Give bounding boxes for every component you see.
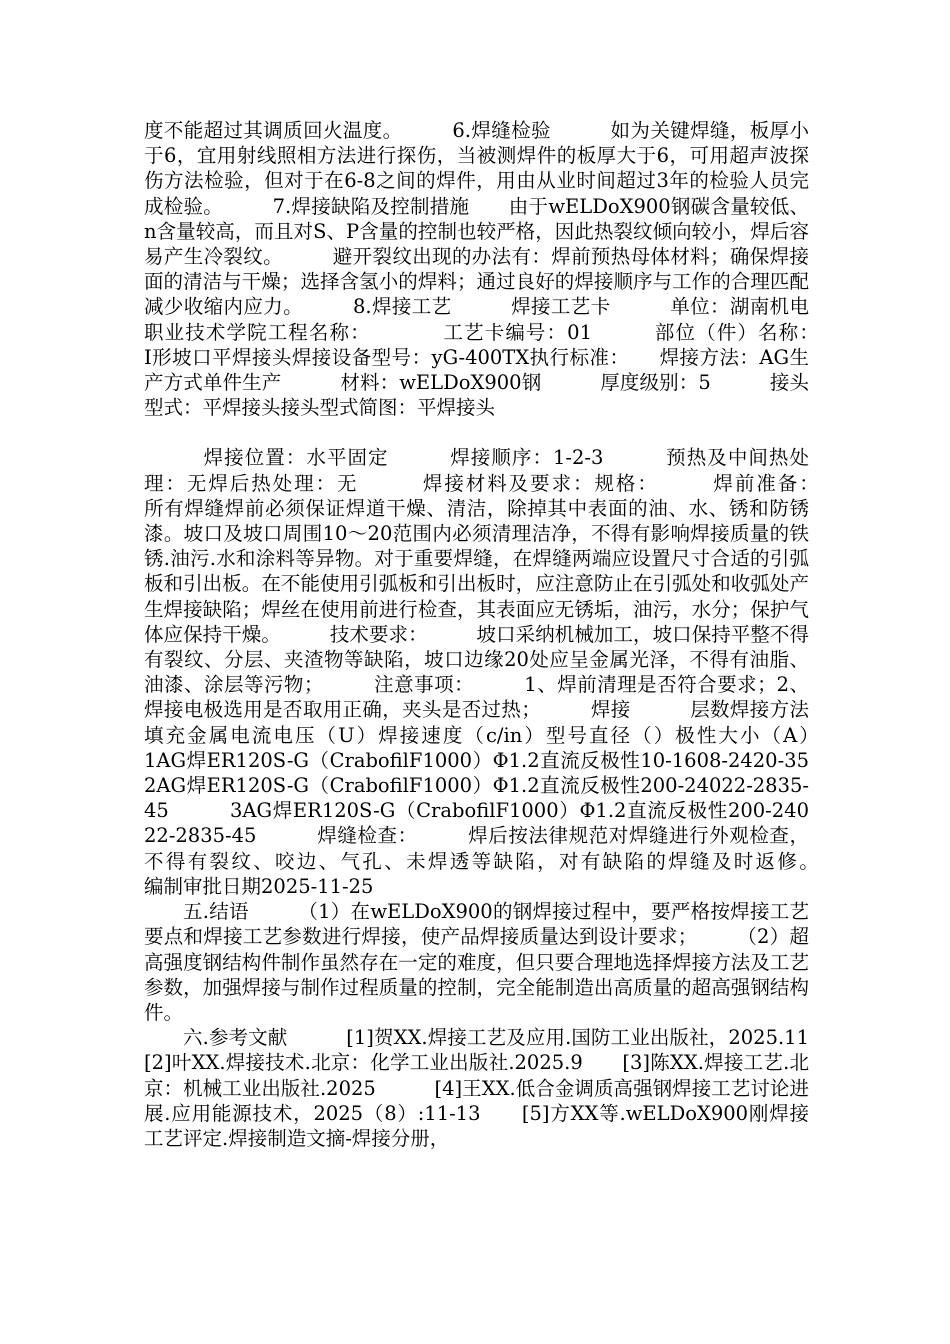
- paragraph-references: 六.参考文献 [1]贺XX.焊接工艺及应用.国防工业出版社，2025.11 [2]叶XX.焊接技术.北京：化学工业出版社.2025.9 [3]陈XX.焊接工艺.北京：机械工业出版社.2025 [4]王XX.低合金调质高强钢焊接工艺讨论进展.应用能源技术，2025（8）:11-13 [5]方XX等.wELDoX900刚焊接工艺评定.焊接制造文摘-焊接分册，: [144, 1026, 868, 1150]
- paragraph-gap: [144, 420, 809, 445]
- document-page: [144, 118, 907, 1151]
- paragraph-conclusion: 五.结语 （1）在wELDoX900的钢焊接过程中，要严格按焊接工艺要点和焊接工艺参数进行焊接，使产品焊接质量达到设计要求； （2）超高强度钢结构件制作虽然存在一定的难度，但只要合理地选择焊接方法及工艺参数，加强焊接与制作过程质量的控制，完全能制造出高质量的超高强钢结构件。: [144, 900, 809, 1024]
- paragraph-welding-procedure-details: 焊接位置：水平固定 焊接顺序：1-2-3 预热及中间热处理：无焊后热处理：无 焊接材料及要求：规格： 焊前准备： 所有焊缝焊前必须保证焊道干燥、清洁，除掉其中表面的油、水、锈和防锈漆。坡口及坡口周围10～20范围内必须清理洁净，不得有影响焊接质量的铁锈.油污.水和涂料等异物。对于重要焊缝，在焊缝两端应设置尺寸合适的引弧板和引出板。在不能使用引弧板和引出板时，应注意防止在引弧处和收弧处产生焊接缺陷；焊丝在使用前进行检查，其表面应无锈垢，油污，水分；保护气体应保持干燥。 技术要求： 坡口采纳机械加工，坡口保持平整不得有裂纹、分层、夹渣物等缺陷，坡口边缘20处应呈金属光泽，不得有油脂、油漆、涂层等污物； 注意事项： 1、焊前清理是否符合要求；2、焊接电极选用是否取用正确，夹头是否过热； 焊接 层数焊接方法填充金属电流电压（U）焊接速度（c/in）型号直径（）极性大小（A） 1AG焊ER120S-G（CrabofilF1000）Φ1.2直流反极性10-1608-2420-35 2AG焊ER120S-G（CrabofilF1000）Φ1.2直流反极性200-24022-2835-45 3AG焊ER120S-G（CrabofilF1000）Φ1.2直流反极性200-24022-2835-45 焊缝检查： 焊后按法律规范对焊缝进行外观检查，不得有裂纹、咬边、气孔、未焊透等缺陷，对有缺陷的焊缝及时返修。 编制审批日期2025-11-25: [144, 446, 907, 898]
- paragraph-weld-inspection-and-process-card: 度不能超过其调质回火温度。 6.焊缝检验 如为关键焊缝，板厚小于6，宜用射线照相方法进行探伤，当被测焊件的板厚大于6，可用超声波探伤方法检验，但对于在6-8之间的焊件，用由从业时间超过3年的检验人员完成检验。 7.焊接缺陷及控制措施 由于wELDoX900钢碳含量较低、n含量较高，而且对S、P含量的控制也较严格，因此热裂纹倾向较小，焊后容易产生冷裂纹。 避开裂纹出现的办法有：焊前预热母体材料；确保焊接面的清洁与干燥；选择含氢小的焊料；通过良好的焊接顺序与工作的合理匹配减少收缩内应力。 8.焊接工艺 焊接工艺卡 单位：湖南机电职业技术学院工程名称： 工艺卡编号：01 部位（件）名称： I形坡口平焊接头焊接设备型号：yG-400TX执行标准： 焊接方法：AG生产方式单件生产 材料：wELDoX900钢 厚度级别：5 接头型式：平焊接头接头型式简图：平焊接头: [144, 119, 868, 420]
